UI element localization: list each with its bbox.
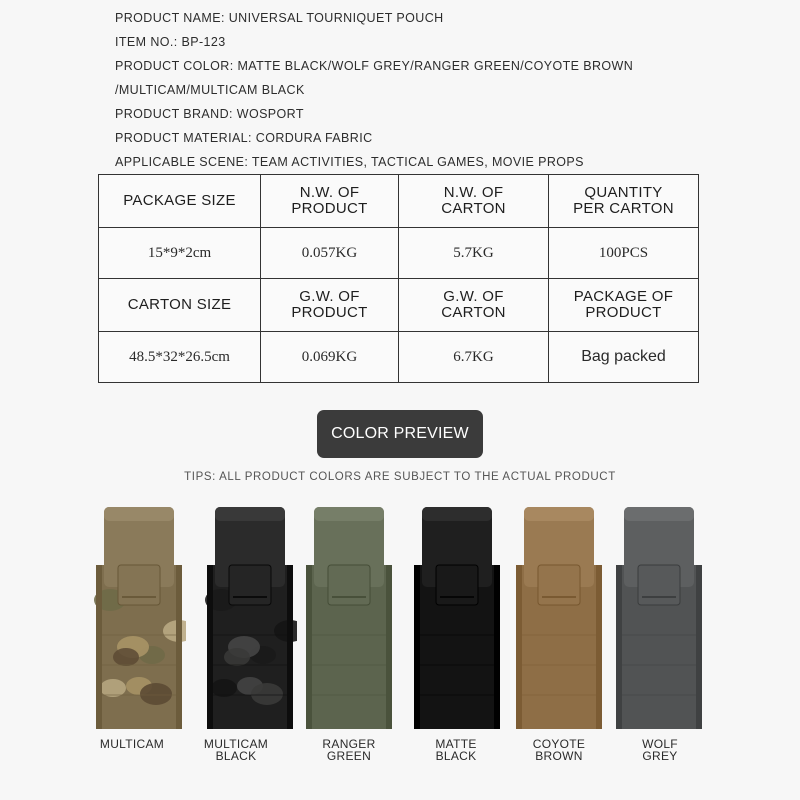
packaging-spec-table [98, 174, 699, 383]
product-name-text: PRODUCT NAME: UNIVERSAL TOURNIQUET POUCH [115, 11, 444, 25]
color-preview-button[interactable]: COLOR PREVIEW [317, 410, 483, 458]
table-cell: Bag packed [549, 332, 699, 383]
pouch-image-multicam [92, 505, 186, 731]
product-brand-text: PRODUCT BRAND: WOSPORT [115, 107, 304, 121]
table-header-cell: G.W. OF PRODUCT [261, 279, 399, 332]
pouch-image-coyote-brown [512, 505, 606, 731]
table-cell: 15*9*2cm [99, 228, 261, 279]
color-tips-text: TIPS: ALL PRODUCT COLORS ARE SUBJECT TO THE ACTUAL PRODUCT [184, 471, 616, 483]
table-header-cell: G.W. OF CARTON [399, 279, 549, 332]
color-label-multicam: MULTICAM [99, 737, 165, 751]
table-cell: 0.069KG [261, 332, 399, 383]
color-swatch-row [0, 505, 800, 735]
table-header-cell: CARTON SIZE [99, 279, 261, 332]
product-material-text: PRODUCT MATERIAL: CORDURA FABRIC [115, 131, 373, 145]
applicable-scene-text: APPLICABLE SCENE: TEAM ACTIVITIES, TACTICAL GAMES, MOVIE PROPS [115, 155, 584, 169]
color-label-multicam-black: MULTICAM BLACK [203, 737, 269, 763]
pouch-image-multicam-black [203, 505, 297, 731]
table-header-row [99, 175, 699, 228]
color-label-ranger-green: RANGER GREEN [322, 737, 376, 763]
table-row [99, 332, 699, 383]
table-header-cell: QUANTITY PER CARTON [549, 175, 699, 228]
table-header-cell: PACKAGE OF PRODUCT [549, 279, 699, 332]
product-color-text-cont: /MULTICAM/MULTICAM BLACK [115, 83, 305, 97]
pouch-image-wolf-grey [612, 505, 706, 731]
table-cell: 5.7KG [399, 228, 549, 279]
product-color-text: PRODUCT COLOR: MATTE BLACK/WOLF GREY/RANGER GREEN/COYOTE BROWN [115, 59, 634, 73]
color-label-coyote-brown: COYOTE BROWN [532, 737, 586, 763]
table-cell: 48.5*32*26.5cm [99, 332, 261, 383]
color-label-wolf-grey: WOLF GREY [642, 737, 678, 763]
table-header-cell: N.W. OF PRODUCT [261, 175, 399, 228]
table-header-row [99, 279, 699, 332]
item-number-text: ITEM NO.: BP-123 [115, 35, 226, 49]
table-row [99, 228, 699, 279]
product-spec-list [115, 6, 633, 174]
table-cell: 6.7KG [399, 332, 549, 383]
table-header-cell: N.W. OF CARTON [399, 175, 549, 228]
table-cell: 100PCS [549, 228, 699, 279]
table-cell: 0.057KG [261, 228, 399, 279]
table-header-cell: PACKAGE SIZE [99, 175, 261, 228]
color-label-matte-black: MATTE BLACK [435, 737, 477, 763]
pouch-image-matte-black [410, 505, 504, 731]
pouch-image-ranger-green [302, 505, 396, 731]
